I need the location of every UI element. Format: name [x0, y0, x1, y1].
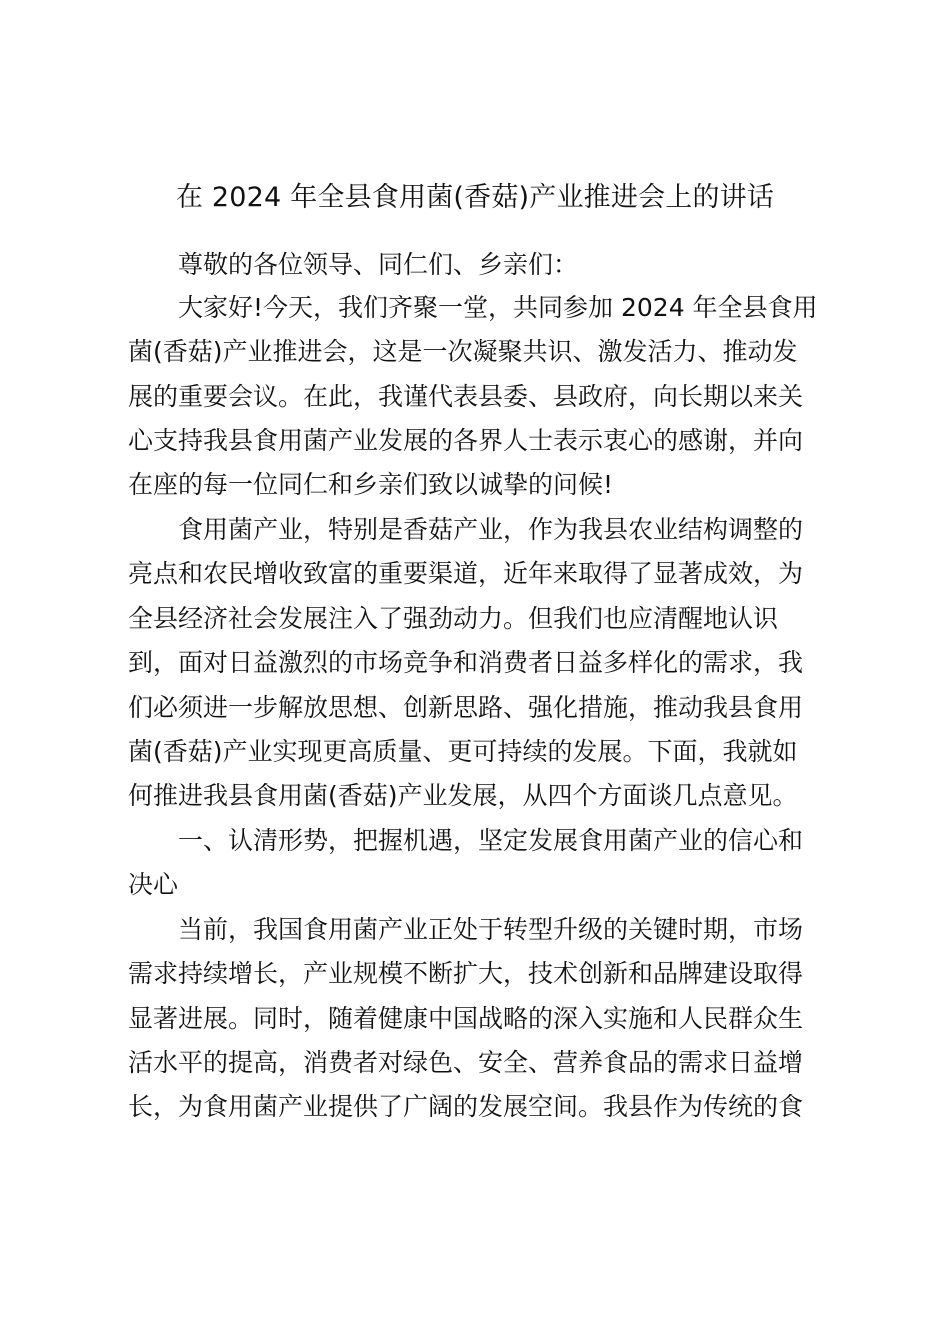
section-heading-line: 一、认清形势，把握机遇，坚定发展食用菌产业的信心和: [178, 826, 804, 855]
text-line: 大家好!今天，我们齐聚一堂，共同参加 2024 年全县食用: [178, 293, 818, 322]
text-line: 展的重要会议。在此，我谨代表县委、县政府，向长期以来关: [128, 382, 804, 411]
text-line: 菌(香菇)产业实现更高质量、更可持续的发展。下面，我就如: [128, 737, 798, 766]
text-line: 何推进我县食用菌(香菇)产业发展，从四个方面谈几点意见。: [128, 781, 798, 810]
text-line: 全县经济社会发展注入了强劲动力。但我们也应清醒地认识: [128, 604, 779, 633]
section-heading-line: 决心: [128, 870, 179, 899]
text-line: 食用菌产业，特别是香菇产业，作为我县农业结构调整的: [178, 515, 804, 544]
text-line: 亮点和农民增收致富的重要渠道，近年来取得了显著成效，为: [128, 559, 804, 588]
salutation-line: 尊敬的各位领导、同仁们、乡亲们：: [178, 250, 579, 279]
text-line: 当前，我国食用菌产业正处于转型升级的关键时期，市场: [178, 915, 804, 944]
text-line: 心支持我县食用菌产业发展的各界人士表示衷心的感谢，并向: [128, 426, 804, 455]
text-line: 显著进展。同时，随着健康中国战略的深入实施和人民群众生: [128, 1004, 804, 1033]
text-line: 们必须进一步解放思想、创新思路、强化措施，推动我县食用: [128, 693, 804, 722]
text-line: 长，为食用菌产业提供了广阔的发展空间。我县作为传统的食: [128, 1092, 804, 1121]
text-line: 需求持续增长，产业规模不断扩大，技术创新和品牌建设取得: [128, 959, 804, 988]
document-title: 在 2024 年全县食用菌(香菇)产业推进会上的讲话: [175, 182, 775, 213]
text-line: 在座的每一位同仁和乡亲们致以诚挚的问候!: [128, 470, 614, 499]
text-line: 到，面对日益激烈的市场竞争和消费者日益多样化的需求，我: [128, 648, 804, 677]
text-line: 菌(香菇)产业推进会，这是一次凝聚共识、激发活力、推动发: [128, 337, 798, 366]
text-line: 活水平的提高，消费者对绿色、安全、营养食品的需求日益增: [128, 1048, 804, 1077]
